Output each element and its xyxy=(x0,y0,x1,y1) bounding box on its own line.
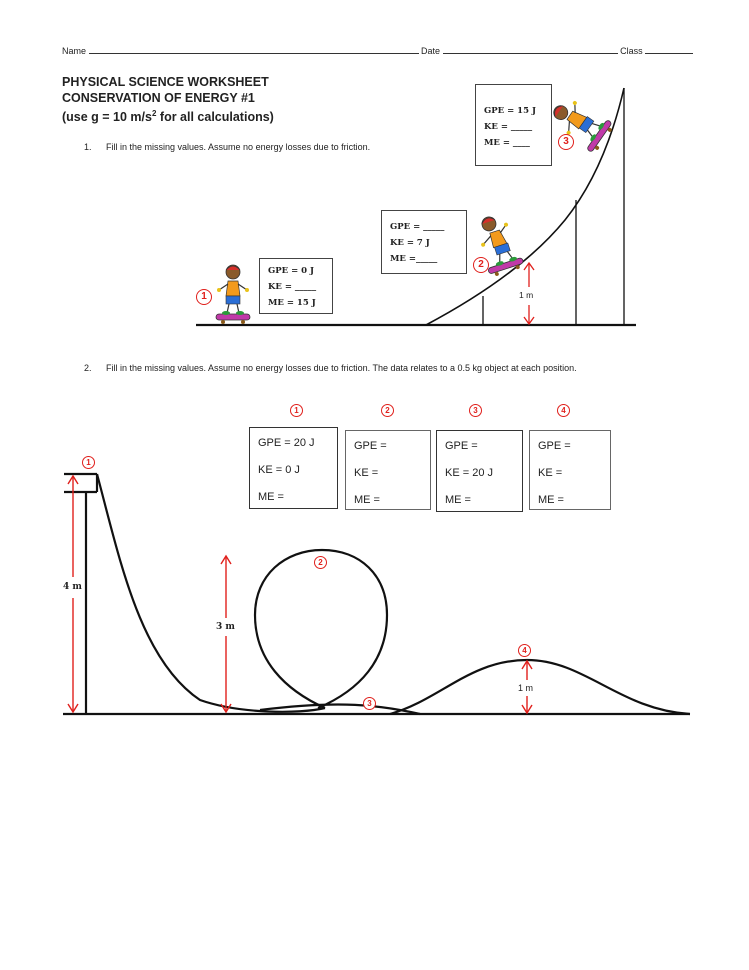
gpe-value[interactable]: GPE = xyxy=(538,440,571,452)
position-marker-2: 2 xyxy=(473,257,489,273)
energy-box-q1-position-2 xyxy=(381,210,467,274)
box-marker-3: 3 xyxy=(469,404,482,417)
ke-value: KE = 0 J xyxy=(258,464,300,476)
title-line-3: (use g = 10 $m/s^2$ for all calculations) xyxy=(62,109,274,125)
ke-value: KE = 7 J xyxy=(390,238,430,248)
position-marker-1: 1 xyxy=(196,289,212,305)
energy-box-q1-position-3 xyxy=(475,84,552,166)
ke-value[interactable]: KE = xyxy=(354,467,379,479)
title-line-1: PHYSICAL SCIENCE WORKSHEET xyxy=(62,75,269,89)
height-arrow-3m xyxy=(221,556,231,712)
gpe-value[interactable]: GPE = _____ xyxy=(390,222,445,232)
box-marker-1: 1 xyxy=(290,404,303,417)
track-marker-3: 3 xyxy=(363,697,376,710)
height-label-hill-1m: 1 m xyxy=(518,683,534,693)
position-marker-3: 3 xyxy=(558,134,574,150)
height-label-1m: 1 m xyxy=(519,290,534,300)
class-label: Class xyxy=(620,46,643,56)
title-line-2: CONSERVATION OF ENERGY #1 xyxy=(62,91,255,105)
height-label-4m: 4 m xyxy=(63,582,82,592)
box-marker-2: 2 xyxy=(381,404,394,417)
date-label: Date xyxy=(421,46,441,56)
track-marker-2: 2 xyxy=(314,556,327,569)
track-marker-4: 4 xyxy=(518,644,531,657)
gpe-value: GPE = 0 J xyxy=(268,266,315,276)
me-value[interactable]: ME = xyxy=(445,494,471,506)
box-marker-4: 4 xyxy=(557,404,570,417)
question-1-prompt: 1. Fill in the missing values. Assume no energy losses due to friction. xyxy=(84,142,371,152)
me-value[interactable]: ME = xyxy=(538,494,564,506)
me-value: ME = 15 J xyxy=(268,298,316,308)
ke-value[interactable]: KE = _____ xyxy=(268,282,317,292)
me-value[interactable]: ME = ____ xyxy=(484,138,530,148)
height-label-3m: 3 m xyxy=(216,622,235,632)
skater-icon-1 xyxy=(216,265,250,324)
ke-value[interactable]: KE = _____ xyxy=(484,122,533,132)
me-value[interactable]: ME = xyxy=(354,494,380,506)
question-2-prompt: 2. Fill in the missing values. Assume no energy losses due to friction. The data relates to a 0.5 kg object at each position. xyxy=(84,363,577,373)
height-arrow-4m xyxy=(68,476,78,712)
ke-value[interactable]: KE = xyxy=(538,467,563,479)
gpe-value: GPE = 15 J xyxy=(484,106,536,116)
track-marker-1: 1 xyxy=(82,456,95,469)
energy-box-q1-position-1 xyxy=(259,258,333,314)
me-value[interactable]: ME =_____ xyxy=(390,254,438,264)
name-label: Name xyxy=(62,46,87,56)
ke-value: KE = 20 J xyxy=(445,467,494,479)
energy-box-q2-position-2 xyxy=(345,430,431,510)
skater-icon-3 xyxy=(546,91,615,154)
energy-box-q2-position-1 xyxy=(249,427,338,509)
gpe-value[interactable]: GPE = xyxy=(354,440,387,452)
gpe-value: GPE = 20 J xyxy=(258,437,315,449)
me-value[interactable]: ME = xyxy=(258,491,284,503)
energy-box-q2-position-4 xyxy=(529,430,611,510)
energy-box-q2-position-3 xyxy=(436,430,523,512)
gpe-value[interactable]: GPE = xyxy=(445,440,478,452)
